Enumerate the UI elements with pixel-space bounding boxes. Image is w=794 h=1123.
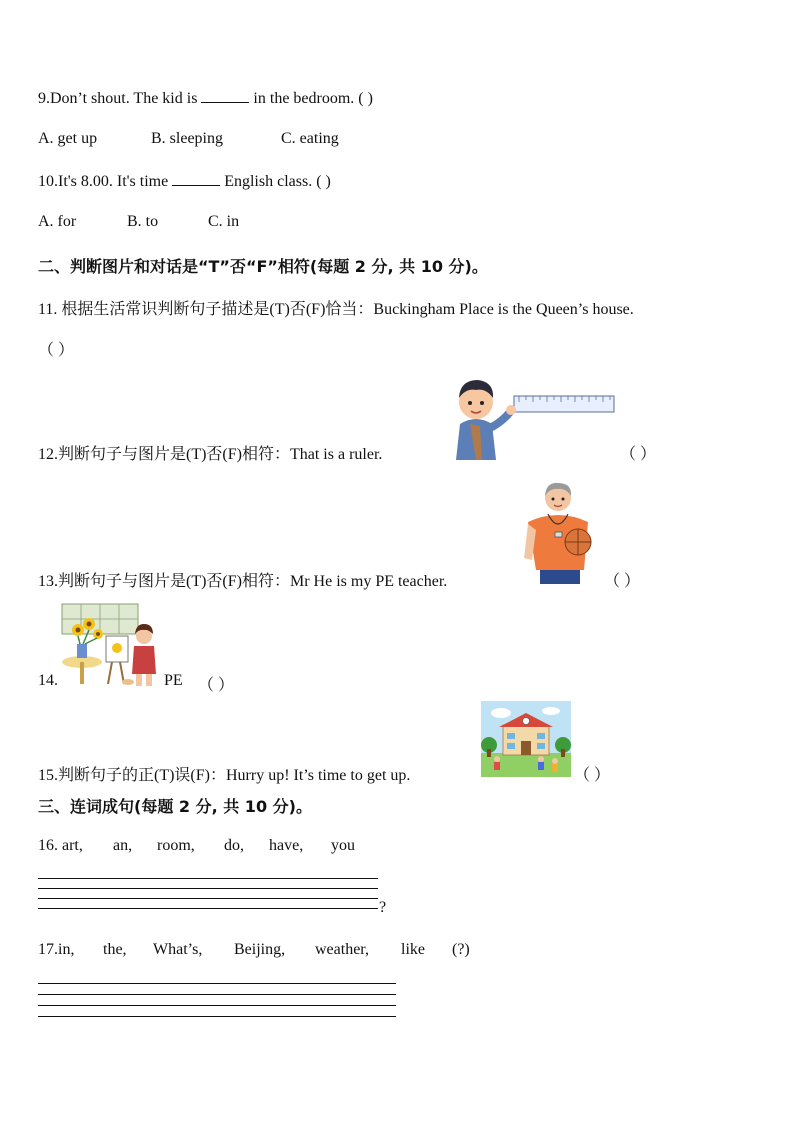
- q16-word-5: have,: [269, 837, 304, 854]
- question-13: 13.判断句子与图片是(T)否(F)相符：Mr He is my PE teacher.: [38, 573, 448, 590]
- boy-pointing-ruler-picture: [446, 374, 618, 460]
- q10-text-before: 10.It's 8.00. It's time: [38, 173, 173, 190]
- q16-answer-line-3: [38, 898, 378, 899]
- q11-answer-paren: （ ）: [38, 342, 75, 359]
- question-15: 15.判断句子的正(T)误(F)：Hurry up! It’s time to get up.: [38, 767, 411, 784]
- question-14-text: PE: [164, 672, 183, 689]
- girl-painting-picture: [58, 600, 160, 690]
- question-9: [38, 88, 373, 108]
- q12-answer-paren: （ ）: [620, 446, 657, 463]
- q17-word-5: weather,: [315, 941, 369, 958]
- question-10: [38, 171, 331, 191]
- q17-word-6: like: [401, 941, 425, 958]
- q10-option-a: A. for: [38, 213, 77, 230]
- q16-answer-line-1: [38, 878, 378, 879]
- pe-teacher-basketball-picture: [520, 478, 598, 584]
- q17-word-7: (?): [452, 941, 470, 958]
- q17-answer-line-2: [38, 994, 396, 995]
- q16-word-1: 16. art,: [38, 837, 83, 854]
- q17-word-4: Beijing,: [234, 941, 286, 958]
- q9-blank: [201, 88, 249, 103]
- q17-word-2: the,: [103, 941, 127, 958]
- q17-word-1: 17.in,: [38, 941, 75, 958]
- q9-option-c: C. eating: [281, 130, 339, 147]
- q13-answer-paren: （ ）: [604, 573, 641, 590]
- q16-word-6: you: [331, 837, 355, 854]
- q14-answer-paren: （ ）: [198, 677, 235, 694]
- question-14-number: 14.: [38, 672, 58, 689]
- q17-word-3: What’s,: [153, 941, 203, 958]
- q16-question-mark: ?: [379, 899, 387, 916]
- q17-answer-line-3: [38, 1005, 396, 1006]
- q9-text-before: 9.Don’t shout. The kid is: [38, 90, 202, 107]
- q10-option-b: B. to: [127, 213, 159, 230]
- q16-answer-line-2: [38, 888, 378, 889]
- q17-answer-line-1: [38, 983, 396, 984]
- question-12: 12.判断句子与图片是(T)否(F)相符：That is a ruler.: [38, 446, 383, 463]
- q10-blank: [172, 171, 220, 186]
- q9-option-a: A. get up: [38, 130, 98, 147]
- q17-answer-line-4: [38, 1016, 396, 1017]
- q16-answer-line-4: [38, 908, 378, 909]
- section-3-heading: 三、连词成句(每题 2 分, 共 10 分)。: [38, 797, 312, 816]
- question-11: 11. 根据生活常识判断句子描述是(T)否(F)恰当：Buckingham Place is the Queen’s house.: [38, 301, 634, 318]
- q16-word-2: an,: [113, 837, 133, 854]
- q9-text-after: in the bedroom. ( ): [249, 90, 373, 107]
- q16-word-4: do,: [224, 837, 244, 854]
- q16-word-3: room,: [157, 837, 195, 854]
- q10-option-c: C. in: [208, 213, 240, 230]
- q9-option-b: B. sleeping: [151, 130, 223, 147]
- section-2-heading: 二、判断图片和对话是“T”否“F”相符(每题 2 分, 共 10 分)。: [38, 257, 488, 276]
- school-children-running-picture: [481, 701, 571, 777]
- q10-text-after: English class. ( ): [220, 173, 331, 190]
- q15-answer-paren: （ ）: [574, 767, 611, 784]
